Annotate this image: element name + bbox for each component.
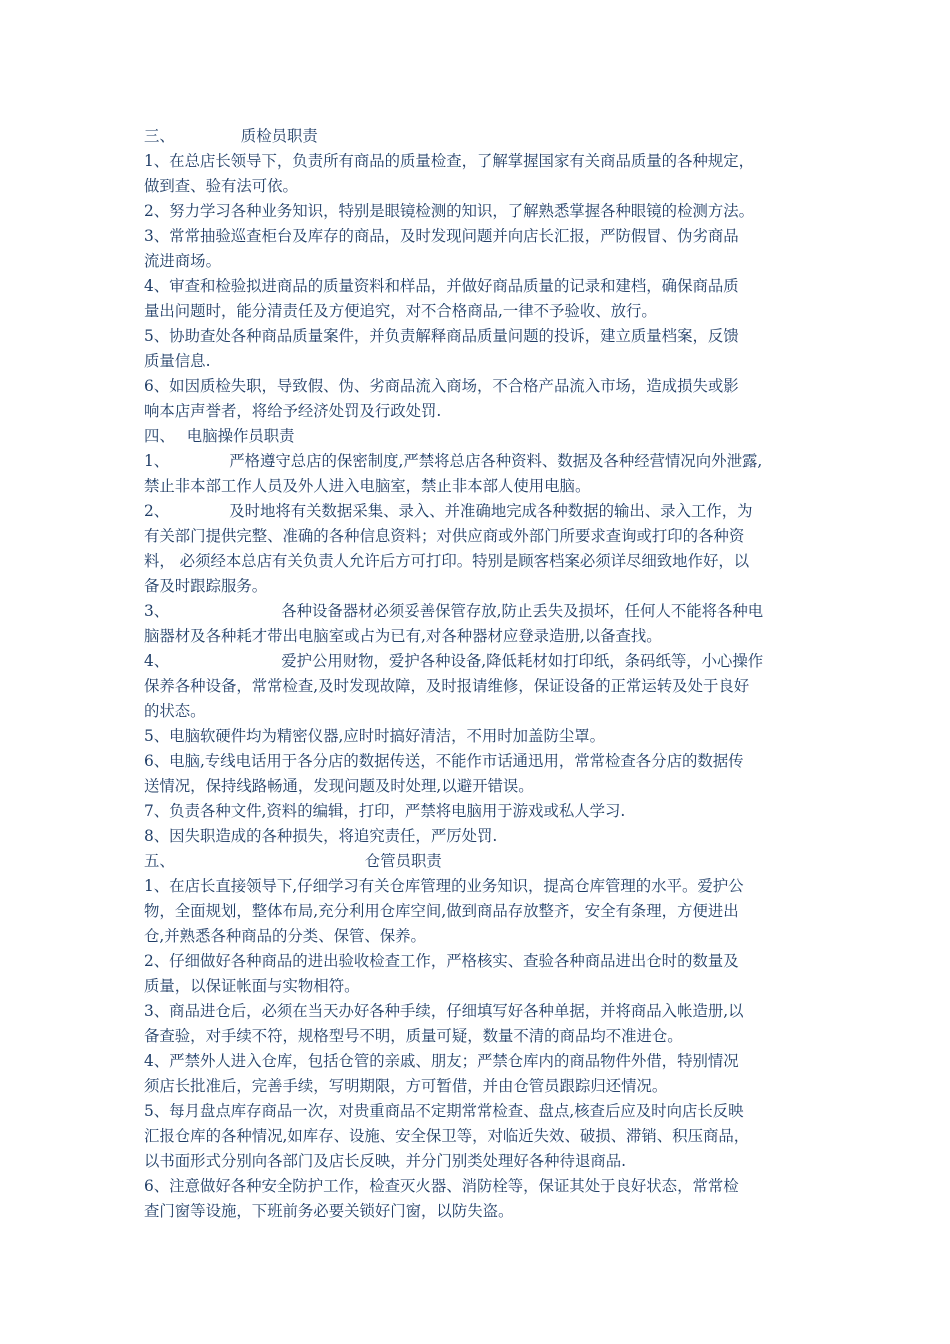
paragraph-line: 8、因失职造成的各种损失，将追究责任，严厉处罚.	[144, 827, 498, 845]
paragraph-line: 5、协助查处各种商品质量案件，并负责解释商品质量问题的投诉，建立质量档案，反馈	[144, 327, 739, 345]
paragraph-line: 须店长批准后，完善手续，写明期限，方可暂借，并由仓管员跟踪归还情况。	[144, 1077, 668, 1095]
document-page	[144, 124, 816, 1224]
item-text: 各种设备器材必须妥善保管存放,防止丢失及损坏，任何人不能将各种电	[281, 602, 764, 620]
paragraph-line: 做到查、验有法可依。	[144, 177, 298, 195]
item-number: 4、	[144, 652, 170, 670]
paragraph-line: 6、如因质检失职，导致假、伪、劣商品流入商场，不合格产品流入市场，造成损失或影	[144, 377, 739, 395]
paragraph-line: 5、电脑软硬件均为精密仪器,应时时搞好清洁，不用时加盖防尘罩。	[144, 727, 606, 745]
paragraph-line: 1、在店长直接领导下,仔细学习有关仓库管理的业务知识，提高仓库管理的水平。爱护公	[144, 877, 744, 895]
section-heading	[144, 424, 816, 449]
heading-number: 四、	[144, 427, 175, 445]
item-text: 及时地将有关数据采集、录入、并准确地完成各种数据的输出、录入工作，为	[229, 502, 753, 520]
paragraph-line: 5、每月盘点库存商品一次，对贵重商品不定期常常检查、盘点,核查后应及时向店长反映	[144, 1102, 744, 1120]
paragraph-line: 6、注意做好各种安全防护工作，检查灭火器、消防栓等，保证其处于良好状态，常常检	[144, 1177, 739, 1195]
section-heading	[144, 124, 816, 149]
item-text: 爱护公用财物，爱护各种设备,降低耗材如打印纸，条码纸等，小心操作	[281, 652, 764, 670]
paragraph-line: 1、在总店长领导下，负责所有商品的质量检查，了解掌握国家有关商品质量的各种规定，	[144, 152, 755, 170]
paragraph-line: 查门窗等设施，下班前务必要关锁好门窗，以防失盗。	[144, 1202, 514, 1220]
paragraph-line: 质量，以保证帐面与实物相符。	[144, 977, 360, 995]
item-number: 2、	[144, 502, 170, 520]
paragraph-line: 4、严禁外人进入仓库，包括仓管的亲戚、朋友；严禁仓库内的商品物件外借，特别情况	[144, 1052, 739, 1070]
paragraph-line	[144, 649, 816, 674]
paragraph-line: 物，全面规划，整体布局,充分利用仓库空间,做到商品存放整齐，安全有条理，方便进出	[144, 902, 739, 920]
paragraph-line: 汇报仓库的各种情况,如库存、设施、安全保卫等，对临近失效、破损、滞销、积压商品，	[144, 1127, 750, 1145]
paragraph-line: 3、常常抽验巡查柜台及库存的商品，及时发现问题并向店长汇报，严防假冒、伪劣商品	[144, 227, 739, 245]
paragraph-line: 3、商品进仓后，必须在当天办好各种手续，仔细填写好各种单据，并将商品入帐造册,以	[144, 1002, 744, 1020]
paragraph-line: 7、负责各种文件,资料的编辑，打印，严禁将电脑用于游戏或私人学习.	[144, 802, 626, 820]
paragraph-line: 禁止非本部工作人员及外人进入电脑室，禁止非本部人使用电脑。	[144, 477, 591, 495]
paragraph-line: 4、审查和检验拟进商品的质量资料和样品，并做好商品质量的记录和建档，确保商品质	[144, 277, 739, 295]
heading-text: 仓管员职责	[364, 852, 442, 870]
paragraph-line: 质量信息.	[144, 352, 211, 370]
paragraph-line: 2、努力学习各种业务知识，特别是眼镜检测的知识，了解熟悉掌握各种眼镜的检测方法。	[144, 202, 755, 220]
item-text: 严格遵守总店的保密制度,严禁将总店各种资料、数据及各种经营情况向外泄露,	[229, 452, 763, 470]
paragraph-line: 流进商场。	[144, 252, 221, 270]
heading-number: 五、	[144, 852, 175, 870]
section-warehouse-keeper	[144, 849, 816, 1224]
paragraph-line: 脑器材及各种耗才带出电脑室或占为已有,对各种器材应登录造册,以备查找。	[144, 627, 662, 645]
paragraph-line	[144, 449, 816, 474]
paragraph-line: 的状态。	[144, 702, 206, 720]
paragraph-line	[144, 599, 816, 624]
paragraph-line: 备及时跟踪服务。	[144, 577, 268, 595]
section-quality-inspector	[144, 124, 816, 424]
paragraph-line: 响本店声誉者，将给予经济处罚及行政处罚.	[144, 402, 442, 420]
heading-text: 质检员职责	[240, 127, 318, 145]
section-computer-operator	[144, 424, 816, 849]
heading-text: 电脑操作员职责	[186, 427, 295, 445]
paragraph-line: 6、电脑,专线电话用于各分店的数据传送，不能作市话通迅用，常常检查各分店的数据传	[144, 752, 744, 770]
paragraph-line	[144, 499, 816, 524]
paragraph-line: 料， 必须经本总店有关负责人允许后方可打印。特别是顾客档案必须详尽细致地作好，以	[144, 552, 750, 570]
paragraph-line: 以书面形式分别向各部门及店长反映，并分门别类处理好各种待退商品.	[144, 1152, 627, 1170]
paragraph-line: 仓,并熟悉各种商品的分类、保管、保养。	[144, 927, 426, 945]
paragraph-line: 送情况，保持线路畅通，发现问题及时处理,以避开错误。	[144, 777, 534, 795]
paragraph-line: 备查验，对手续不符，规格型号不明，质量可疑，数量不清的商品均不准进仓。	[144, 1027, 683, 1045]
paragraph-line: 有关部门提供完整、准确的各种信息资料；对供应商或外部门所要求查询或打印的各种资	[144, 527, 745, 545]
paragraph-line: 量出问题时，能分清责任及方便追究，对不合格商品,一律不予验收、放行。	[144, 302, 657, 320]
paragraph-line: 2、仔细做好各种商品的进出验收检查工作，严格核实、查验各种商品进出仓时的数量及	[144, 952, 739, 970]
heading-number: 三、	[144, 127, 175, 145]
section-heading	[144, 849, 816, 874]
item-number: 1、	[144, 452, 170, 470]
item-number: 3、	[144, 602, 170, 620]
paragraph-line: 保养各种设备，常常检查,及时发现故障，及时报请维修，保证设备的正常运转及处于良好	[144, 677, 750, 695]
